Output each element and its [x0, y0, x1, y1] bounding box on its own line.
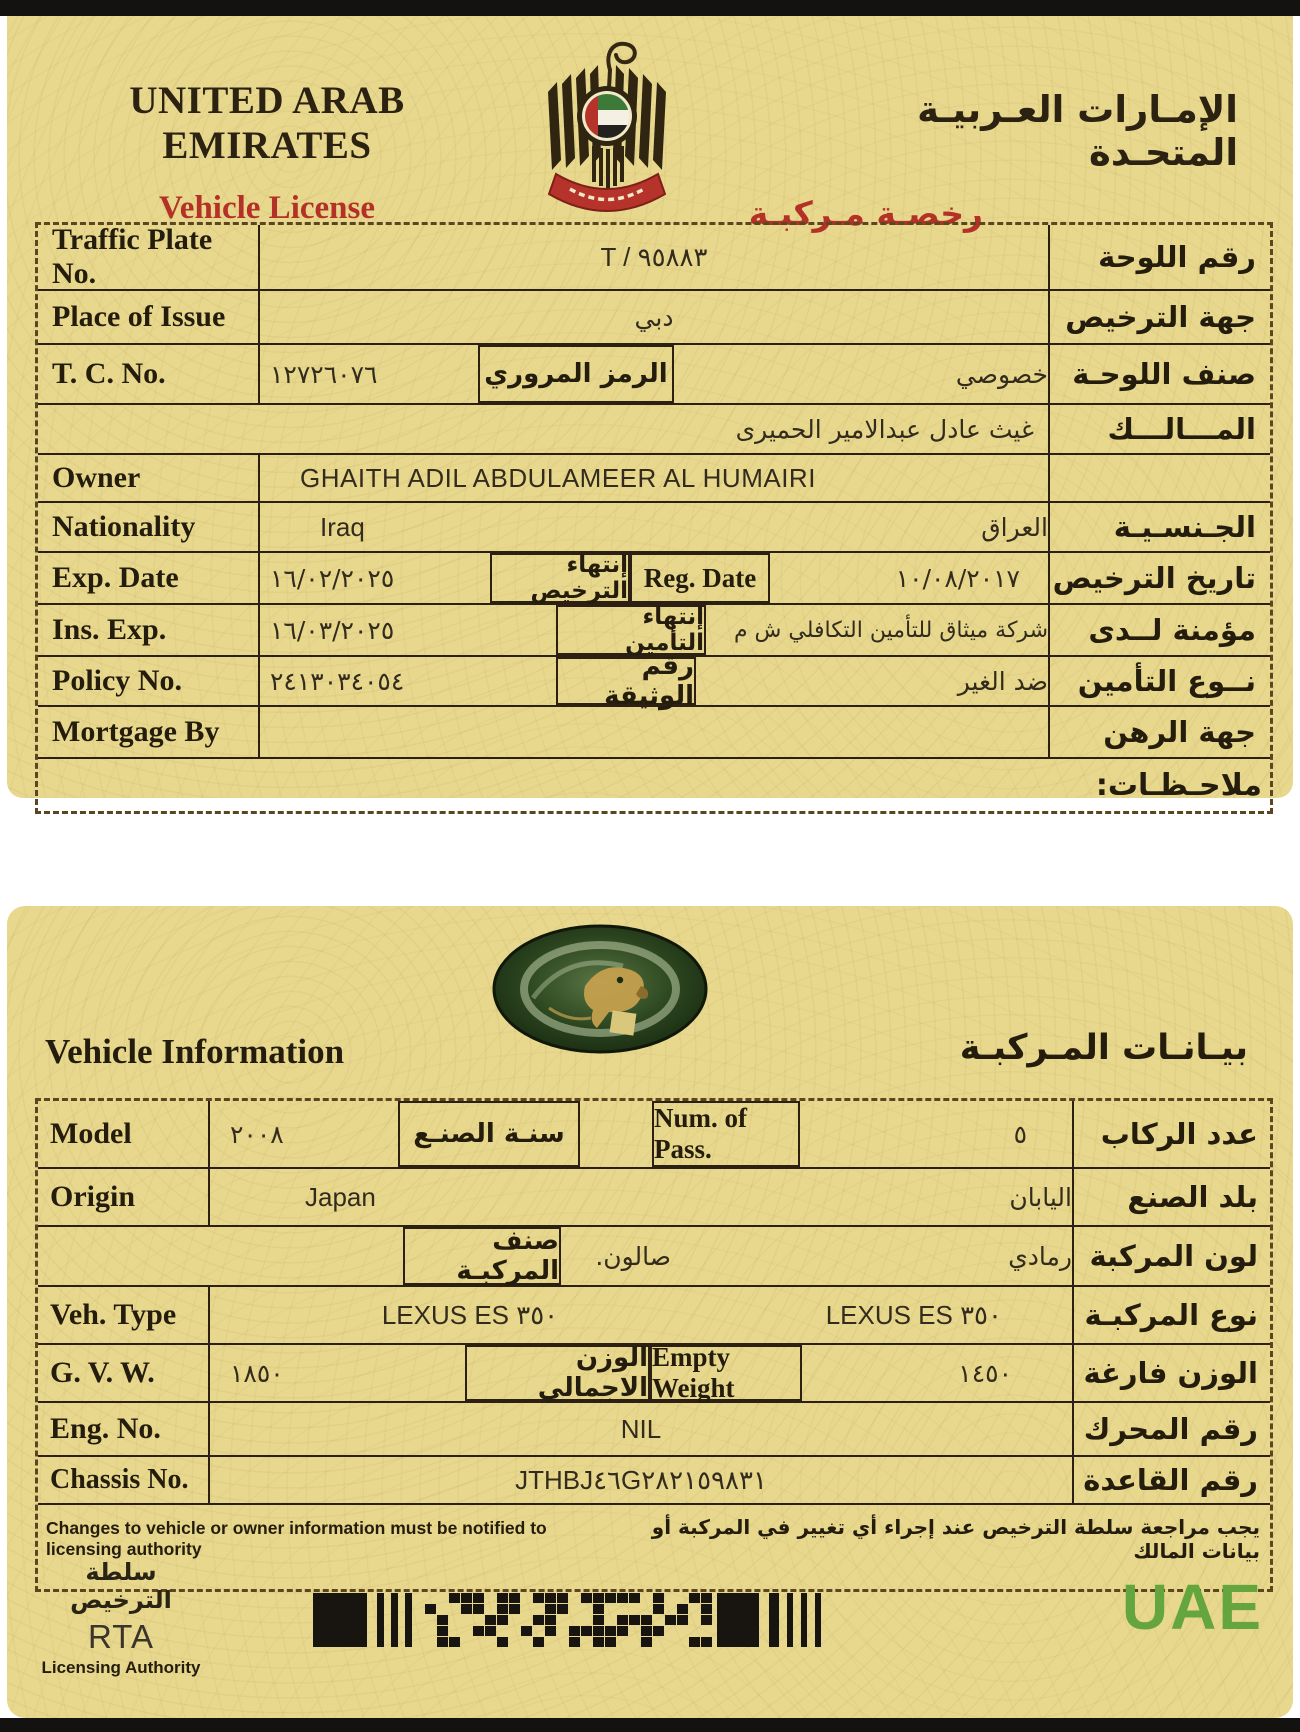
rta-abbreviation: RTA	[88, 1618, 154, 1655]
mortgage-value-empty	[260, 707, 1048, 757]
insurer-value-ar: شركة ميثاق للتأمين التكافلي ش م	[733, 617, 1048, 643]
gvw-label-en: G. V. W.	[38, 1345, 210, 1401]
row-model	[38, 1101, 1270, 1169]
traffic-code-box-label-ar: الرمز المروري	[478, 345, 674, 403]
origin-label-ar: بلد الصنع	[1072, 1169, 1270, 1225]
exp-date-value: ١٦/٠٢/٢٠٢٥	[270, 563, 395, 593]
veh-type-value-left: LEXUS ES ٣٥٠	[381, 1299, 559, 1330]
engine-no-value: NIL	[620, 1413, 662, 1444]
country-title-ar: الإمـارات العـربيـة المتحـدة	[917, 88, 1238, 174]
insurance-type-label-ar: نــوع التأمين	[1048, 657, 1270, 705]
row-traffic-plate	[38, 225, 1270, 291]
color-label-ar: لون المركبة	[1072, 1227, 1270, 1285]
gross-weight-box-label-ar: الوزن الاجمالي	[465, 1345, 650, 1401]
row-notes	[38, 759, 1270, 811]
license-subtitle-en: Vehicle License	[159, 190, 375, 226]
row-mortgage	[38, 707, 1270, 759]
insurer-label-ar: مؤمنة لــدى	[1048, 605, 1270, 655]
nationality-value-en: Iraq	[320, 511, 365, 542]
nationality-value-ar: العراق	[981, 512, 1048, 542]
row-engine-no	[38, 1403, 1270, 1457]
bottom-black-bar	[0, 1718, 1300, 1732]
mortgage-label-ar: جهة الرهن	[1048, 707, 1270, 757]
header-english	[52, 78, 482, 227]
traffic-plate-label-ar: رقم اللوحة	[1048, 225, 1270, 289]
row-ins-exp	[38, 605, 1270, 657]
insurance-expiry-box-label-ar: إنتهاء التأمين	[556, 605, 706, 655]
body-type-box-label-ar: صنف المركبـة	[403, 1227, 561, 1285]
ins-exp-label-en: Ins. Exp.	[38, 605, 260, 655]
row-tc-no	[38, 345, 1270, 405]
row-origin	[38, 1169, 1270, 1227]
engine-no-label-en: Eng. No.	[38, 1403, 210, 1455]
notes-label-ar: ملاحـظـات:	[1095, 767, 1262, 803]
vehicle-license-card-front	[7, 16, 1293, 803]
chassis-no-label-en: Chassis No.	[38, 1457, 210, 1503]
change-notice-ar: يجب مراجعة سلطة الترخيص عند إجراء أي تغيير في المركبة أو بيانات المالك	[651, 1515, 1260, 1563]
policy-no-label-en: Policy No.	[38, 657, 260, 705]
owner-label-en: Owner	[38, 455, 260, 501]
row-owner-arabic	[38, 405, 1270, 455]
exp-date-label-en: Exp. Date	[38, 553, 260, 603]
uae-country-code: UAE	[1121, 1571, 1263, 1643]
change-notice-row	[38, 1505, 1270, 1589]
body-type-row-spacer	[38, 1227, 403, 1285]
num-of-pass-value: ٥	[1013, 1119, 1027, 1149]
body-type-value-ar: صالون.	[595, 1241, 671, 1271]
vehicle-information-heading-ar: بيـانـات المـركبـة	[959, 1028, 1248, 1068]
row-body-type-color	[38, 1227, 1270, 1287]
row-chassis-no	[38, 1457, 1270, 1505]
row-policy-no	[38, 651, 1270, 711]
licensing-authority-ar: سلطة الترخيص	[70, 1558, 172, 1614]
color-value-ar: رمادي	[1008, 1241, 1072, 1271]
top-black-bar	[0, 0, 1300, 16]
falcon-oval-seal-icon	[487, 922, 713, 1056]
origin-label-en: Origin	[38, 1169, 210, 1225]
place-of-issue-label-en: Place of Issue	[38, 291, 260, 343]
header-arabic	[748, 88, 1238, 233]
traffic-plate-value: T / ٩٥٨٨٣	[600, 241, 708, 272]
origin-value-en: Japan	[305, 1181, 376, 1212]
license-table	[35, 222, 1273, 814]
traffic-plate-label-en: Traffic Plate No.	[38, 225, 260, 289]
place-of-issue-label-ar: جهة الترخيص	[1048, 291, 1270, 343]
chassis-no-label-ar: رقم القاعدة	[1072, 1457, 1270, 1503]
veh-type-label-en: Veh. Type	[38, 1287, 210, 1343]
gvw-value: ١٨٥٠	[230, 1358, 284, 1388]
row-place-of-issue	[38, 291, 1270, 345]
chassis-no-value: JTHBJ٤٦G٢٨٢١٥٩٨٣١	[515, 1464, 767, 1495]
owner-spacer-cell	[1048, 455, 1270, 501]
empty-weight-box-label-en: Empty Weight	[650, 1345, 802, 1401]
reg-date-value: ١٠/٠٨/٢٠١٧	[895, 563, 1020, 593]
nationality-label-ar: الجـنسـيـة	[1048, 503, 1270, 551]
tc-no-label-en: T. C. No.	[38, 345, 260, 403]
model-year-value: ٢٠٠٨	[230, 1119, 284, 1149]
mortgage-label-en: Mortgage By	[38, 707, 260, 757]
num-of-pass-label-ar: عدد الركاب	[1072, 1101, 1270, 1167]
policy-box-label-ar: رقم الوثيقة	[556, 657, 696, 705]
veh-type-value-right: LEXUS ES ٣٥٠	[825, 1299, 1002, 1330]
engine-no-label-ar: رقم المحرك	[1072, 1403, 1270, 1455]
licensing-authority-block	[31, 1558, 211, 1678]
empty-weight-value: ١٤٥٠	[958, 1358, 1012, 1388]
plate-class-value: خصوصي	[955, 359, 1048, 389]
num-of-pass-box-label-en: Num. of Pass.	[652, 1101, 800, 1167]
vehicle-license-card-back	[7, 906, 1293, 1718]
policy-no-value: ٢٤١٣٠٣٤٠٥٤	[270, 666, 405, 696]
tc-no-value: ١٢٧٢٦٠٧٦	[270, 359, 378, 389]
ins-exp-value: ١٦/٠٣/٢٠٢٥	[270, 615, 395, 645]
country-title-en: UNITED ARAB EMIRATES	[129, 79, 405, 167]
place-of-issue-value: دبي	[634, 302, 674, 332]
license-subtitle-ar: رخصـة مـركبـة	[748, 194, 983, 233]
vehicle-information-heading-en: Vehicle Information	[45, 1032, 345, 1071]
nationality-label-en: Nationality	[38, 503, 260, 551]
license-expiry-box-label-ar: إنتهاء الترخيص	[490, 553, 630, 603]
row-veh-type	[38, 1287, 1270, 1345]
origin-value-ar: اليابان	[1009, 1182, 1072, 1212]
uae-coat-of-arms-icon	[529, 34, 685, 226]
reg-date-box-label-en: Reg. Date	[630, 553, 770, 603]
empty-weight-label-ar: الوزن فارغة	[1072, 1345, 1270, 1401]
manufacture-year-box-label-ar: سنـة الصنـع	[398, 1101, 580, 1167]
plate-class-label-ar: صنف اللوحـة	[1048, 345, 1270, 403]
veh-type-label-ar: نوع المركبـة	[1072, 1287, 1270, 1343]
model-row-spacer	[580, 1101, 652, 1167]
owner-name-ar: غيث عادل عبدالامير الحميرى	[735, 414, 1034, 444]
change-notice-en: Changes to vehicle or owner information must be notified to licensing authority	[46, 1518, 547, 1559]
vehicle-info-table	[35, 1098, 1273, 1592]
reg-date-label-ar: تاريخ الترخيص	[1048, 553, 1270, 603]
model-label-en: Model	[38, 1101, 210, 1167]
owner-name-en: GHAITH ADIL ABDULAMEER AL HUMAIRI	[300, 462, 816, 493]
owner-label-ar: المـــالـــك	[1048, 405, 1270, 453]
row-nationality	[38, 503, 1270, 553]
licensing-authority-en: Licensing Authority	[41, 1658, 201, 1677]
insurance-type-value-ar: ضد الغير	[957, 666, 1048, 696]
barcode	[313, 1588, 867, 1652]
row-gvw	[38, 1342, 1270, 1403]
row-owner-english	[38, 455, 1270, 503]
row-exp-date	[38, 553, 1270, 605]
